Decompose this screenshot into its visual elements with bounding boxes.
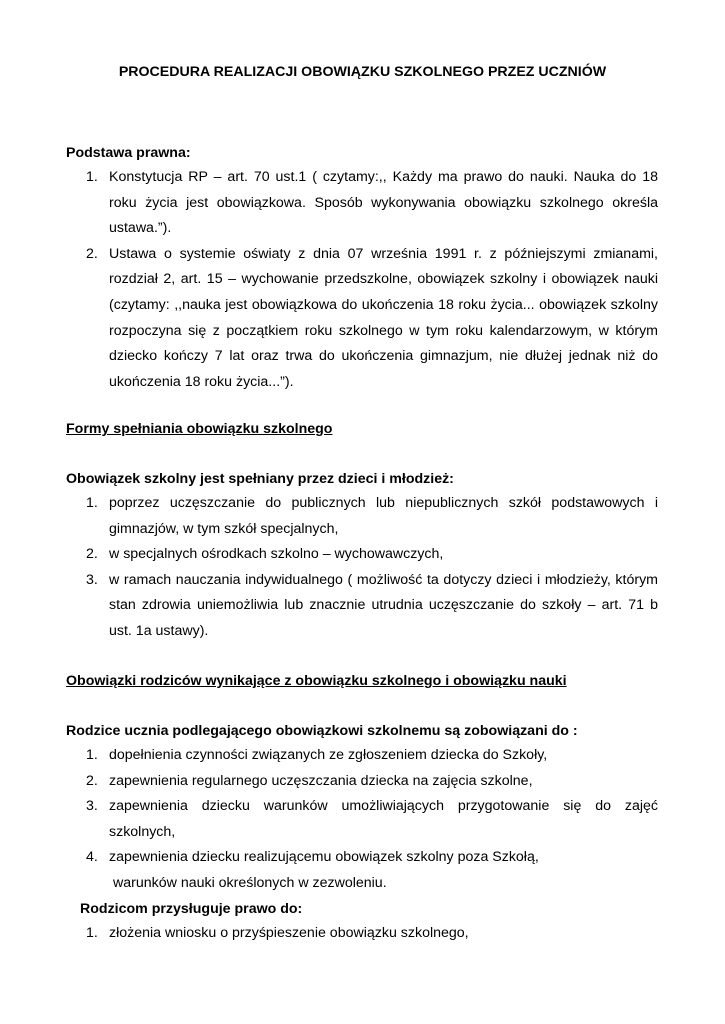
list-text: zapewnienia dziecku warunków umożliwiających przygotowanie się do zajęć szkolnych, [109, 798, 658, 840]
list-item [66, 921, 658, 947]
list-text-continuation: warunków nauki określonych w zezwoleniu. [113, 874, 387, 891]
list-text: zapewnienia regularnego uczęszczania dziecka na zajęcia szkolne, [109, 772, 533, 789]
list-item [66, 794, 658, 845]
list-text: w ramach nauczania indywidualnego ( możliwość ta dotyczy dzieci i młodzieży, którym stan zdrowia uniemożliwia lub znacznie utrudnia uczęszczanie do szkoły – art. 71 b ust. 1a ustawy). [109, 571, 658, 639]
parents-duties-heading: Obowiązki rodziców wynikające z obowiązku szkolnego i obowiązku nauki [66, 673, 567, 689]
parents-rights-heading: Rodzicom przysługuje prawo do: [80, 901, 303, 917]
forms-subheading: Obowiązek szkolny jest spełniany przez dzieci i młodzież: [66, 471, 454, 487]
list-item [66, 769, 658, 795]
list-item [66, 242, 658, 396]
list-number: 4. [86, 849, 98, 866]
forms-heading: Formy spełniania obowiązku szkolnego [66, 421, 333, 437]
list-number: 1. [86, 495, 98, 511]
list-text: Konstytucja RP – art. 70 ust.1 ( czytamy:,, Każdy ma prawo do nauki. Nauka do 18 roku życia jest obowiązkowa. Sposób wykonywania obowiązku szkolnego określa ustawa.”). [109, 169, 658, 237]
list-number: 2. [86, 245, 98, 262]
list-number: 3. [86, 798, 98, 815]
list-number: 2. [86, 546, 98, 563]
list-number: 2. [86, 772, 98, 789]
forms-list [66, 491, 658, 645]
list-text: poprzez uczęszczanie do publicznych lub niepublicznych szkół podstawowych i gimnazjów, w tym szkół specjalnych, [109, 495, 658, 537]
list-number: 1. [86, 925, 98, 941]
list-number: 1. [86, 747, 98, 763]
list-item [66, 743, 658, 769]
list-item [66, 491, 658, 542]
list-item [66, 568, 658, 645]
list-text: złożenia wniosku o przyśpieszenie obowiązku szkolnego, [109, 925, 469, 941]
list-text: dopełnienia czynności związanych ze zgłoszeniem dziecka do Szkoły, [109, 747, 548, 763]
parents-rights-list [66, 921, 658, 947]
list-number: 1. [86, 169, 98, 185]
parents-duties-list [66, 743, 658, 897]
list-item [66, 165, 658, 242]
legal-basis-heading: Podstawa prawna: [66, 145, 191, 161]
legal-basis-list [66, 165, 658, 395]
list-text: Ustawa o systemie oświaty z dnia 07 września 1991 r. z późniejszymi zmianami, rozdział 2, art. 15 – wychowanie przedszkolne, obowiązek szkolny i obowiązek nauki (czytamy: ,,nauka jest obowiązkowa do ukończenia 18 roku życia... obowiązek szkolny rozpoczyna się z początkiem roku szkolnego w tym roku kalendarzowym, w którym dziecko kończy 7 lat oraz trwa do ukończenia gimnazjum, nie dłużej jednak niż do ukończenia 18 roku życia...”). [109, 245, 658, 390]
list-text: w specjalnych ośrodkach szkolno – wychowawczych, [109, 546, 444, 563]
document-title: PROCEDURA REALIZACJI OBOWIĄZKU SZKOLNEGO PRZEZ UCZNIÓW [118, 64, 607, 80]
list-text: zapewnienia dziecku realizującemu obowiązek szkolny poza Szkołą, [109, 849, 539, 866]
parents-duties-subheading: Rodzice ucznia podlegającego obowiązkowi szkolnemu są zobowiązani do : [66, 723, 578, 739]
list-item [66, 542, 658, 568]
list-item [66, 845, 658, 896]
list-number: 3. [86, 571, 98, 588]
